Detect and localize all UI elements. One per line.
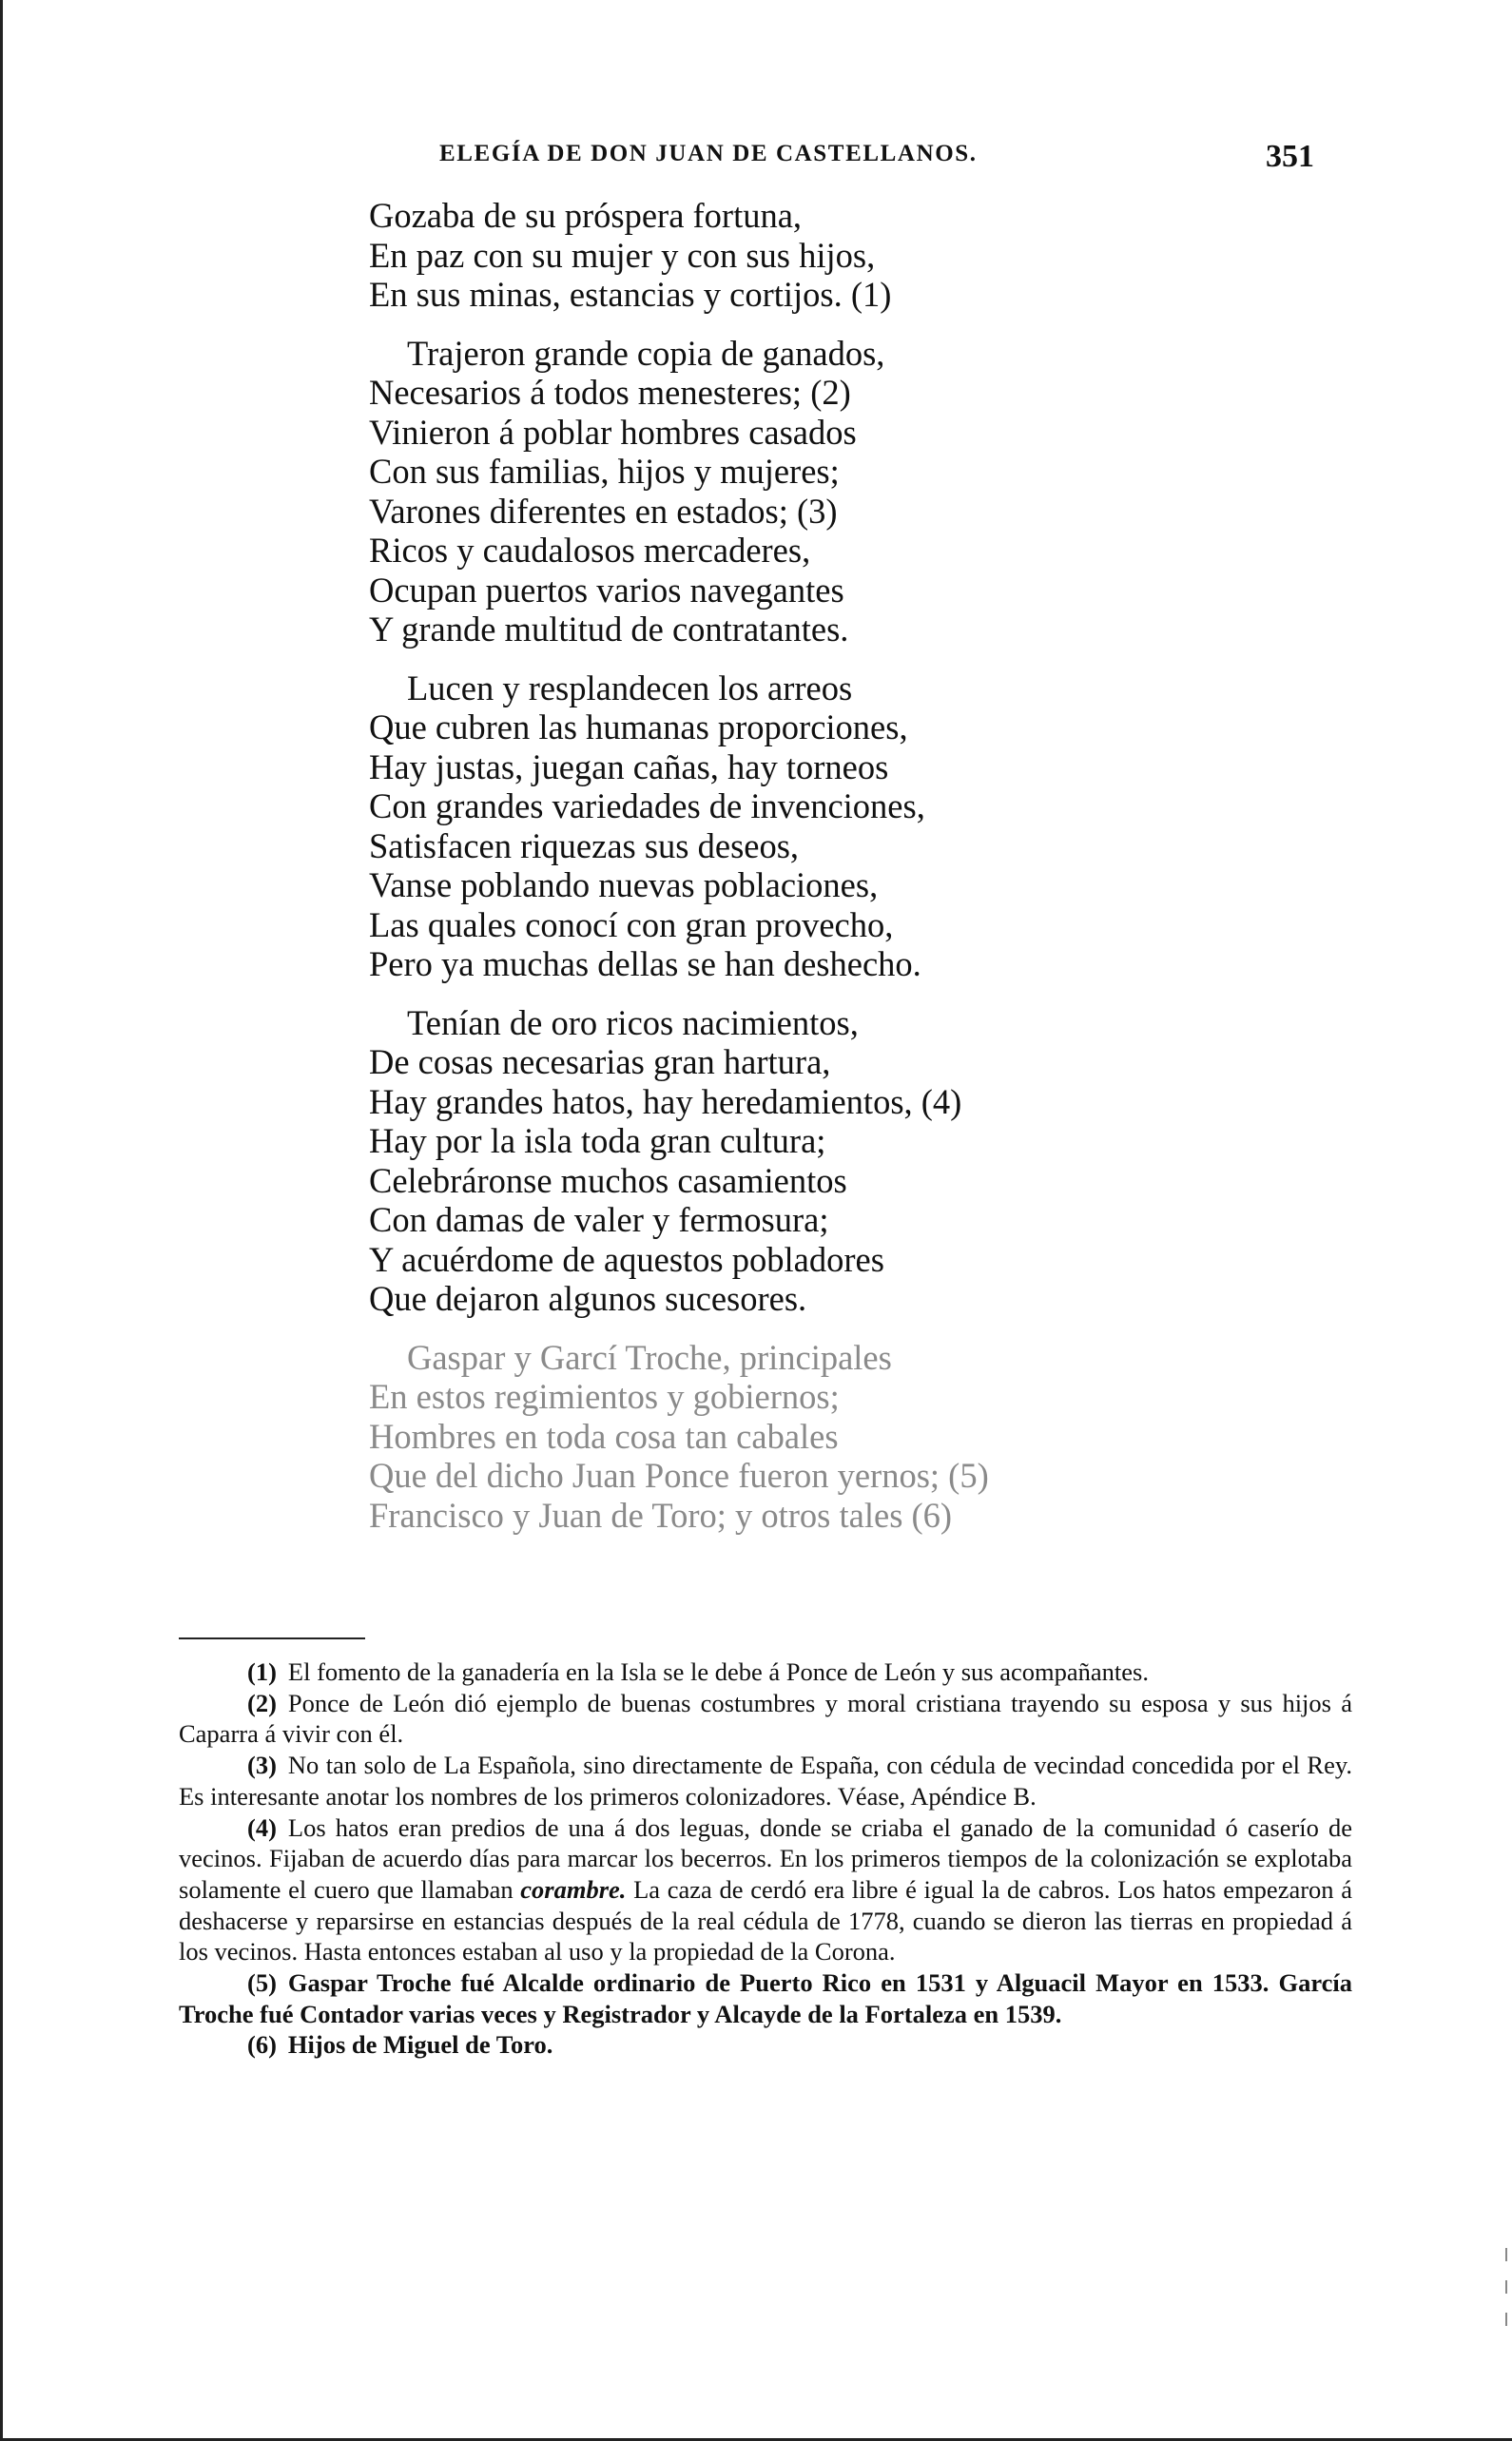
footnote-text: No tan solo de La Española, sino directamente de España, con cédula de vecindad concedida por el Rey. Es interesante anotar los nombres de los primeros colonizadores. Véase, Apéndice B. xyxy=(179,1751,1352,1811)
scan-margin-marks xyxy=(1505,2248,1507,2362)
verse-line: Y acuérdome de aquestos pobladores xyxy=(369,1239,884,1279)
verse-line: Varones diferentes en estados; (3) xyxy=(369,491,838,531)
poem xyxy=(369,196,1320,1554)
verse-line: Vinieron á poblar hombres casados xyxy=(369,412,857,452)
footnote xyxy=(179,2029,1352,2061)
footnote xyxy=(179,1688,1352,1750)
footnote-number: (1) xyxy=(247,1657,277,1686)
stanza xyxy=(369,668,1320,984)
stanza-faded xyxy=(369,1338,1320,1536)
footnote-number: (2) xyxy=(247,1688,277,1717)
running-title: ELEGÍA DE DON JUAN DE CASTELLANOS. xyxy=(439,141,978,166)
verse-line: Hay por la isla toda gran cultura; xyxy=(369,1121,826,1160)
verse-line: Necesarios á todos menesteres; (2) xyxy=(369,373,851,412)
verse-line: En paz con su mujer y con sus hijos, xyxy=(369,235,876,275)
page-number: 351 xyxy=(1266,139,1314,174)
footnote-number: (6) xyxy=(247,2030,277,2060)
stanza xyxy=(369,196,1320,315)
footnote xyxy=(179,1812,1352,1968)
verse-line: Y grande multitud de contratantes. xyxy=(369,610,849,649)
stanza xyxy=(369,334,1320,649)
verse-line: Gozaba de su próspera fortuna, xyxy=(369,196,803,235)
page-left-edge xyxy=(0,0,3,2441)
footnote-number: (5) xyxy=(247,1968,277,1998)
footnote-text: El fomento de la ganadería en la Isla se le debe á Ponce de León y sus acompañantes. xyxy=(287,1657,1149,1686)
verse-line: Que cubren las humanas proporciones, xyxy=(369,707,908,746)
footnote-text: Hijos de Miguel de Toro. xyxy=(287,2030,553,2060)
verse-line: Con damas de valer y fermosura; xyxy=(369,1200,829,1239)
verse-line: Hombres en toda cosa tan cabales xyxy=(369,1416,839,1456)
verse-line: Lucen y resplandecen los arreos xyxy=(407,668,853,707)
verse-line: Trajeron grande copia de ganados, xyxy=(407,333,885,373)
footnote xyxy=(179,1750,1352,1811)
verse-line: Gaspar y Garcí Troche, principales xyxy=(407,1337,892,1377)
footnote-emphasis: corambre. xyxy=(520,1874,627,1904)
running-header xyxy=(439,141,1322,179)
footnotes xyxy=(179,1656,1352,2061)
verse-line: Satisfacen riquezas sus deseos, xyxy=(369,825,800,865)
verse-line: Hay justas, juegan cañas, hay torneos xyxy=(369,746,889,786)
footnote-text: Gaspar Troche fué Alcalde ordinario de Puerto Rico en 1531 y Alguacil Mayor en 1533. García Troche fué Contador varias veces y Registrador y Alcayde de la Fortaleza en 1539. xyxy=(179,1968,1352,2028)
verse-line: Hay grandes hatos, hay heredamientos, (4) xyxy=(369,1081,962,1121)
footnote-number: (3) xyxy=(247,1751,277,1780)
verse-line: Las quales conocí con gran provecho, xyxy=(369,904,894,944)
verse-line: Francisco y Juan de Toro; y otros tales (6) xyxy=(369,1495,953,1535)
verse-line: Vanse poblando nuevas poblaciones, xyxy=(369,865,879,904)
footnote-text: La caza de cerdó era libre é igual la de cabros. Los hatos empezaron á deshacerse y reparsirse en estancias después de la real cédula de 1778, cuando se dieron las tierras en propiedad á los vecinos. Hasta entonces estaban al uso y la propiedad de la Corona. xyxy=(179,1874,1352,1966)
footnote xyxy=(179,1656,1352,1688)
verse-line: Que del dicho Juan Ponce fueron yernos; (5) xyxy=(369,1456,989,1495)
footnote-number: (4) xyxy=(247,1812,277,1842)
verse-line: Que dejaron algunos sucesores. xyxy=(369,1279,807,1318)
stanza xyxy=(369,1003,1320,1319)
footnote-text: Ponce de León dió ejemplo de buenas costumbres y moral cristiana trayendo su esposa y sus hijos á Caparra á vivir con él. xyxy=(179,1688,1352,1749)
verse-line: Con sus familias, hijos y mujeres; xyxy=(369,452,840,491)
verse-line: Ricos y caudalosos mercaderes, xyxy=(369,531,811,570)
verse-line: Pero ya muchas dellas se han deshecho. xyxy=(369,944,921,983)
footnote xyxy=(179,1967,1352,2029)
verse-line: Celebráronse muchos casamientos xyxy=(369,1160,847,1200)
verse-line: En sus minas, estancias y cortijos. (1) xyxy=(369,275,892,314)
verse-line: Ocupan puertos varios navegantes xyxy=(369,570,844,610)
footnote-rule xyxy=(179,1637,365,1639)
verse-line: De cosas necesarias gran hartura, xyxy=(369,1042,831,1081)
verse-line: Con grandes variedades de invenciones, xyxy=(369,786,925,825)
verse-line: Tenían de oro ricos nacimientos, xyxy=(407,1002,859,1042)
verse-line: En estos regimientos y gobiernos; xyxy=(369,1377,840,1416)
footnote-text: Los hatos eran predios de una á dos leguas, donde se criaba el ganado de la comunidad ó caserío de vecinos. Fijaban de acuerdo días para marcar los becerros. En los primeros tiempos de la colonización se explotaba solamente el cuero que llamaban xyxy=(179,1812,1352,1904)
